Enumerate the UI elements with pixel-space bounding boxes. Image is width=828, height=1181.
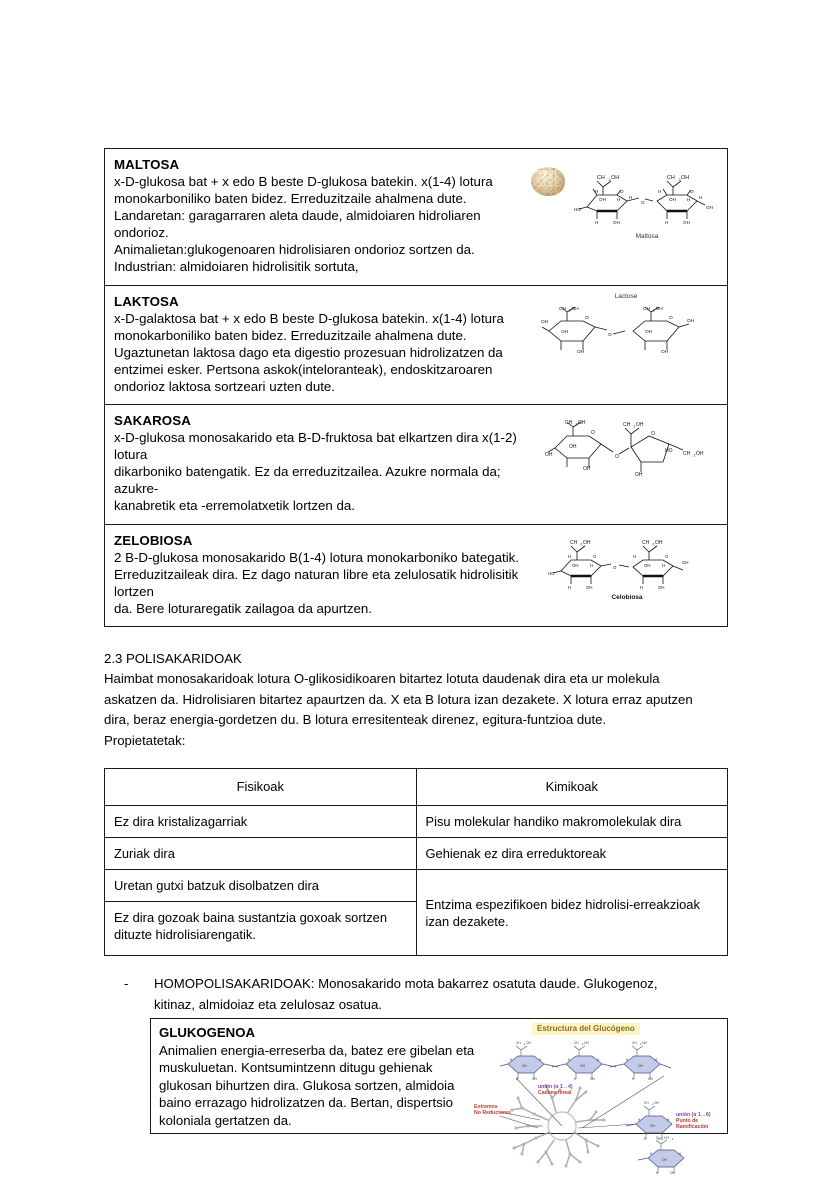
svg-text:2: 2 xyxy=(569,308,571,313)
svg-text:OH: OH xyxy=(599,197,606,202)
svg-text:OH: OH xyxy=(648,1077,653,1082)
sucrose-structure xyxy=(545,414,710,486)
table-header-row xyxy=(105,769,728,806)
bullet-line-2: kitinaz, almidoiaz eta zelulosaz osatua. xyxy=(154,996,382,1012)
svg-text:2: 2 xyxy=(524,1044,526,1047)
svg-text:CH: CH xyxy=(597,175,605,181)
glucogen-text xyxy=(159,1024,489,1129)
svg-text:CH: CH xyxy=(574,1041,579,1046)
svg-text:H: H xyxy=(658,189,662,194)
section-paragraph-line-3: dira, beraz energia-gordetzen du. B lotura erresitenteak direnez, egitura-funtzioa dute. xyxy=(104,712,607,728)
svg-text:O: O xyxy=(641,200,645,205)
svg-text:2: 2 xyxy=(678,177,681,182)
svg-text:CH: CH xyxy=(683,451,691,458)
svg-text:O: O xyxy=(585,315,589,321)
svg-text:OH: OH xyxy=(580,1064,585,1069)
cell-fisikoak-4: Ez dira gozoak baina sustantzia goxoak sortzen dituzte hidrolisiarengatik. xyxy=(105,902,417,956)
svg-text:OH: OH xyxy=(650,1124,655,1129)
svg-text:O: O xyxy=(593,553,597,559)
svg-text:OH: OH xyxy=(613,220,620,225)
svg-text:OH: OH xyxy=(532,1077,537,1082)
svg-text:H: H xyxy=(568,1058,571,1063)
branch-point-label-line-2: Punto de xyxy=(676,1118,699,1125)
bullet-content xyxy=(154,974,728,1015)
maltose-figure-cell xyxy=(527,149,727,285)
svg-text:CH: CH xyxy=(664,1136,669,1141)
table-row xyxy=(105,806,728,838)
svg-text:OH: OH xyxy=(583,466,591,473)
svg-text:O: O xyxy=(690,189,694,194)
cellobiose-figure-caption: Celobiosa xyxy=(611,593,643,601)
svg-text:OH: OH xyxy=(670,1171,675,1176)
maltose-line-1: x-D-glukosa bat + x edo B beste D-glukosa batekin. x(1-4) lotura xyxy=(114,174,493,189)
table-row xyxy=(105,405,727,524)
svg-text:CH: CH xyxy=(559,306,566,312)
cell-kimikoak-3: Entzima espezifikoen bidez hidrolisi-erreakzioak izan dezakete. xyxy=(416,870,728,956)
svg-text:2: 2 xyxy=(653,308,655,313)
svg-text:OH: OH xyxy=(706,205,713,210)
svg-text:OH: OH xyxy=(645,329,653,335)
svg-text:O: O xyxy=(620,189,624,194)
maltose-line-3: Landaretan: garagarraren aleta daude, almidoiaren hidroliaren ondorioz. xyxy=(114,208,481,241)
cellobiose-line-2: Erreduzitzaileak dira. Ez dago naturan libre eta zelulosatik hidrolisitik lortzen xyxy=(114,566,519,599)
svg-text:2: 2 xyxy=(575,422,578,427)
svg-text:O: O xyxy=(613,564,617,570)
svg-text:OH: OH xyxy=(526,1041,531,1046)
svg-text:OH: OH xyxy=(577,349,585,355)
cell-fisikoak-3: Uretan gutxi batzuk disolbatzen dira xyxy=(105,870,417,902)
svg-text:H: H xyxy=(595,220,599,225)
svg-text:OH: OH xyxy=(661,349,669,355)
section-paragraph-line-4: Propietatetak: xyxy=(104,732,186,748)
table-row xyxy=(105,286,727,405)
svg-text:OH: OH xyxy=(662,1158,667,1163)
sucrose-figure-cell xyxy=(527,405,727,523)
table-row xyxy=(105,870,728,902)
glucogen-title: GLUKOGENOA xyxy=(159,1025,255,1041)
svg-text:CH: CH xyxy=(642,539,650,546)
svg-text:HO: HO xyxy=(658,1137,663,1142)
svg-text:H: H xyxy=(617,197,621,202)
svg-text:2: 2 xyxy=(693,453,696,458)
section-paragraph-line-2: askatzen da. Hidrolisiaren bitartez apaurtzen da. X eta B lotura izan dezakete. X lotura erraz aputzen xyxy=(104,691,693,707)
svg-text:H: H xyxy=(568,553,572,559)
svg-text:2: 2 xyxy=(580,542,583,547)
lactose-figure-cell xyxy=(527,286,727,404)
non-reducing-ends-label-line-1: Extremos xyxy=(474,1104,498,1111)
glucogen-structure-diagram xyxy=(474,1016,728,1181)
lactose-figure-caption: Lactose xyxy=(614,292,638,300)
lactose-line-1: x-D-galaktosa bat + x edo B beste D-glukosa batekin. x(1-4) lotura xyxy=(114,310,504,326)
svg-text:O: O xyxy=(608,332,612,338)
svg-text:OH: OH xyxy=(636,422,644,429)
svg-text:CH: CH xyxy=(565,420,573,427)
svg-text:H: H xyxy=(629,195,633,200)
svg-text:OH: OH xyxy=(655,539,663,546)
svg-text:O: O xyxy=(591,430,595,437)
svg-text:H: H xyxy=(516,1077,519,1082)
svg-text:OH: OH xyxy=(669,197,676,202)
svg-text:H: H xyxy=(595,189,599,194)
sucrose-line-2: dikarboniko batengatik. Ez da erreduzitzailea. Azukre normala da; azukre- xyxy=(114,464,501,497)
cell-fisikoak-1: Ez dira kristalizagarriak xyxy=(105,806,417,838)
maltose-line-2: monokarboniliko baten bidez. Erreduzitzaile ahalmena dute. xyxy=(114,191,467,207)
svg-text:CH: CH xyxy=(667,175,675,181)
bullet-marker: - xyxy=(124,976,129,992)
svg-text:H: H xyxy=(662,562,666,568)
glucogen-figure-title: Estructura del Glucógeno xyxy=(532,1023,640,1035)
sucrose-title: SAKAROSA xyxy=(114,413,191,429)
svg-text:OH: OH xyxy=(522,1064,527,1069)
cellobiose-line-1: 2 B-D-glukosa monosakarido B(1-4) lotura monokarboniko bategatik. xyxy=(114,549,520,565)
disaccharides-table xyxy=(104,148,728,627)
svg-text:CH: CH xyxy=(516,1041,521,1046)
svg-text:OH: OH xyxy=(545,452,553,459)
non-reducing-ends-label-line-2: No Reductores xyxy=(474,1110,511,1117)
svg-text:OH: OH xyxy=(642,1041,647,1046)
bullet-line-1: HOMOPOLISAKARIDOAK: Monosakarido mota bakarrez osatuta daude. Glukogenoz, xyxy=(154,976,658,992)
svg-text:OH: OH xyxy=(687,318,695,324)
cellobiose-title: ZELOBIOSA xyxy=(114,532,193,548)
svg-text:H: H xyxy=(633,553,637,559)
svg-text:2: 2 xyxy=(608,177,611,182)
svg-text:H: H xyxy=(640,584,644,590)
maltose-text-cell xyxy=(105,149,527,285)
svg-text:H: H xyxy=(650,1152,653,1157)
maltose-line-4: Animalietan:glukogenoaren hidrolisiaren ondorioz sortzen da. xyxy=(114,242,475,258)
svg-text:OH: OH xyxy=(569,444,577,451)
svg-text:OH: OH xyxy=(654,1101,659,1106)
svg-text:OH: OH xyxy=(658,584,665,590)
svg-text:OH: OH xyxy=(611,175,620,181)
svg-text:HO: HO xyxy=(548,570,555,576)
svg-text:HO: HO xyxy=(574,207,581,212)
svg-text:OH: OH xyxy=(590,1077,595,1082)
branch-point-label-line-3: Ramificación xyxy=(676,1124,709,1131)
svg-text:2: 2 xyxy=(652,542,655,547)
svg-text:2: 2 xyxy=(582,1044,584,1047)
svg-text:OH: OH xyxy=(571,306,579,312)
homopolysaccharides-bullet xyxy=(104,974,728,1015)
maltose-figure-caption: Maltosa xyxy=(635,233,659,240)
svg-text:2: 2 xyxy=(652,1104,654,1107)
svg-text:OH: OH xyxy=(682,559,689,565)
svg-text:H: H xyxy=(655,1058,658,1063)
lactose-line-4: entzimei esker. Pertsona askok(inteloranteak), endoskitzaroaren xyxy=(114,361,493,377)
svg-text:H: H xyxy=(626,1058,629,1063)
lactose-line-3: Ugaztunetan laktosa dago eta digestio prozesuan hidrolizatzen da xyxy=(114,344,503,360)
linear-chain-label-line-2: Cadena lineal xyxy=(538,1090,572,1097)
table-row xyxy=(105,838,728,870)
table-row xyxy=(105,525,727,627)
glucogen-line-1: Animalien energia-erreserba da, batez ere gibelan eta xyxy=(159,1042,475,1058)
svg-text:H: H xyxy=(597,1058,600,1063)
svg-text:O: O xyxy=(665,553,669,559)
lactose-line-2: monokarboniliko baten bidez. Erreduzitzaile ahalmena dute. xyxy=(114,327,467,343)
maltose-line-5: Industrian: almidoiaren hidrolisitik sortuta, xyxy=(114,259,359,275)
svg-text:2: 2 xyxy=(633,424,636,429)
lactose-title: LAKTOSA xyxy=(114,293,179,309)
svg-text:OH: OH xyxy=(655,306,663,312)
table-row xyxy=(105,149,727,286)
svg-text:CH: CH xyxy=(643,306,650,312)
svg-text:2: 2 xyxy=(672,1139,674,1142)
svg-text:OH: OH xyxy=(541,319,549,325)
svg-text:H: H xyxy=(679,1152,682,1157)
maltose-structure xyxy=(573,165,721,240)
linear-chain-label-line-1: unión (α 1→4) xyxy=(538,1084,573,1091)
cellobiose-line-3: da. Bere loturaregatik zailagoa da apurtzen. xyxy=(114,600,372,616)
page-content xyxy=(104,148,728,1176)
maltose-title: MALTOSA xyxy=(114,157,180,172)
branch-point-label-line-1: unión (α 1→6) xyxy=(676,1112,711,1119)
svg-text:H: H xyxy=(632,1077,635,1082)
lactose-structure xyxy=(541,293,711,361)
svg-text:OH: OH xyxy=(635,472,643,479)
svg-text:H: H xyxy=(699,195,703,200)
svg-text:OH: OH xyxy=(644,562,651,568)
glucogen-line-2: muskuluetan. Kontsumintzenn ditugu gehienak xyxy=(159,1060,433,1076)
svg-text:H: H xyxy=(665,220,669,225)
svg-text:OH: OH xyxy=(681,175,690,181)
properties-table xyxy=(104,768,728,956)
svg-text:OH: OH xyxy=(696,451,704,458)
svg-text:O: O xyxy=(651,431,655,438)
svg-text:H: H xyxy=(510,1058,513,1063)
sucrose-text-cell xyxy=(105,405,527,523)
cellobiose-structure xyxy=(547,533,707,601)
svg-text:OH: OH xyxy=(578,420,586,427)
column-header-kimikoak: Kimikoak xyxy=(416,769,728,806)
lactose-line-5: ondorioz laktosa sortzeari uzten dute. xyxy=(114,378,336,394)
glucogen-section xyxy=(150,1018,728,1176)
svg-text:CH: CH xyxy=(623,422,631,429)
svg-text:OH: OH xyxy=(583,539,591,546)
sucrose-line-3: kanabretik eta -erremolatxetik lortzen da. xyxy=(114,498,355,514)
maltose-powder-photo xyxy=(531,167,565,196)
section-paragraph-line-1: Haimbat monosakaridoak lotura O-glikosidikoaren bitartez lotuta daudenak dira eta ur molekula xyxy=(104,671,660,687)
cellobiose-text-cell xyxy=(105,525,527,626)
svg-text:OH: OH xyxy=(683,220,690,225)
glucogen-line-5: koloniala gertatzen da. xyxy=(159,1112,292,1128)
lactose-text-cell xyxy=(105,286,527,404)
svg-text:OH: OH xyxy=(638,1064,643,1069)
svg-text:O: O xyxy=(615,454,619,461)
svg-text:H: H xyxy=(667,1118,670,1123)
svg-text:CH: CH xyxy=(632,1041,637,1046)
section-heading: 2.3 POLISAKARIDOAK xyxy=(104,650,242,666)
cell-fisikoak-2: Zuriak dira xyxy=(105,838,417,870)
sucrose-line-1: x-D-glukosa monosakarido eta B-D-fruktosa bat elkartzen dira x(1-2) lotura xyxy=(114,430,517,463)
cell-kimikoak-2: Gehienak ez dira erreduktoreak xyxy=(416,838,728,870)
glucogen-line-3: glukosan bihurtzen dira. Glukosa sortzen, almidoia xyxy=(159,1077,455,1093)
cellobiose-figure-cell xyxy=(527,525,727,626)
svg-text:2: 2 xyxy=(640,1044,642,1047)
svg-text:H: H xyxy=(590,562,594,568)
svg-text:H: H xyxy=(539,1058,542,1063)
svg-text:OH: OH xyxy=(572,562,579,568)
svg-text:CH: CH xyxy=(644,1101,649,1106)
cell-kimikoak-1: Pisu molekular handiko makromolekulak dira xyxy=(416,806,728,838)
svg-text:CH: CH xyxy=(570,539,578,546)
svg-text:OH: OH xyxy=(561,329,569,335)
svg-text:OH: OH xyxy=(584,1041,589,1046)
svg-text:O: O xyxy=(656,1136,659,1141)
svg-text:HO: HO xyxy=(665,448,673,455)
svg-text:H: H xyxy=(687,197,691,202)
svg-text:H: H xyxy=(656,1171,659,1176)
svg-text:OH: OH xyxy=(586,584,593,590)
glucogen-line-4: baino errazago hidrolizatzen da. Bertan, dispertsio xyxy=(159,1095,453,1111)
svg-text:O: O xyxy=(669,315,673,321)
svg-text:H: H xyxy=(568,584,572,590)
svg-text:H: H xyxy=(638,1118,641,1123)
column-header-fisikoak: Fisikoak xyxy=(105,769,417,806)
svg-text:H: H xyxy=(574,1077,577,1082)
svg-text:H: H xyxy=(644,1137,647,1142)
